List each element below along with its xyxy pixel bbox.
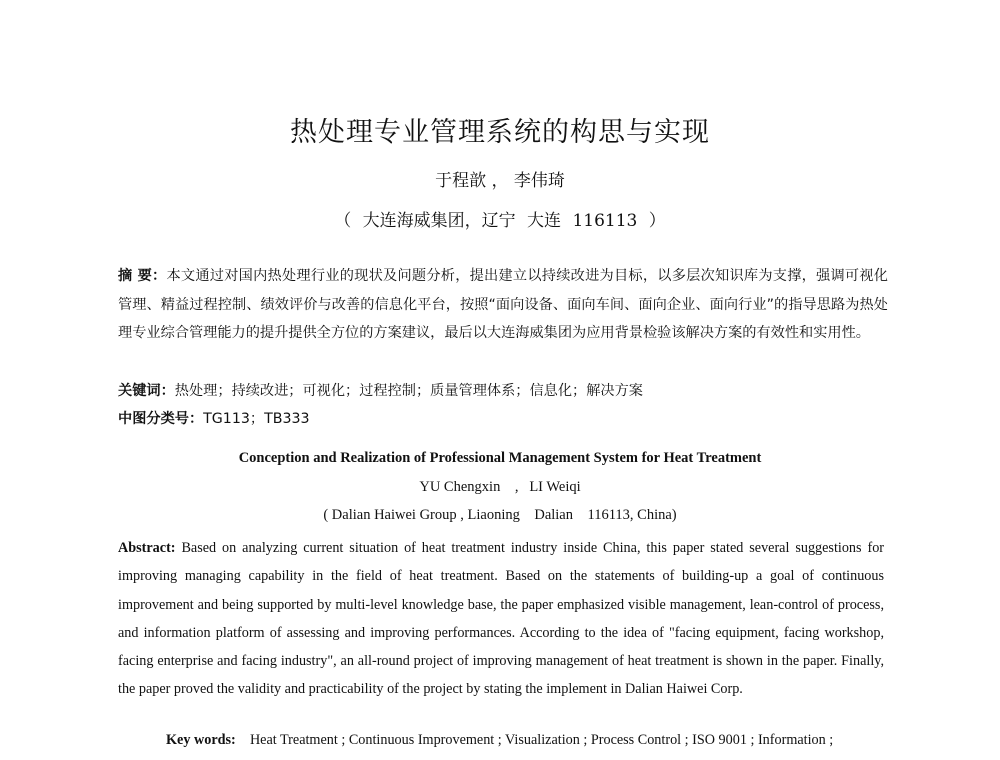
keywords-cn <box>118 377 888 406</box>
keywords-cn-text: 热处理；持续改进；可视化；过程控制；质量管理体系；信息化；解决方案 <box>174 383 643 399</box>
abstract-en <box>118 534 884 704</box>
classification-label: 中图分类号： <box>118 411 204 427</box>
abstract-en-text: Based on analyzing current situation of heat treatment industry inside China, this paper stated several suggestions for improving managing capability in the field of heat treatment. Based on the statements of building-up a goal of continuous improvement and being supported by multi-level knowledge base, the paper emphasized visible management, lean-control of process, and information platform of assessing and improving performances. According to the idea of "facing equipment, facing workshop, facing enterprise and facing industry", an all-round project of improving management of heat treatment is shown in the paper. Finally, the paper proved the validity and practicability of the project by stating the implement in Dalian Haiwei Corp. <box>118 540 885 698</box>
authors-cn: 于程歆 ， 李伟琦 <box>435 171 565 191</box>
keywords-en-text: Heat Treatment ; Continuous Improvement ; Visualization ; Process Control ; ISO 9001 ; Information ; <box>249 732 834 748</box>
authors-en: YU Chengxin , LI Weiqi <box>419 479 581 495</box>
classification-text: TG113；TB333 <box>203 411 310 427</box>
classification-cn <box>118 405 888 434</box>
keywords-en <box>166 732 906 749</box>
affiliation-cn: （ 大连海威集团，辽宁 大连 116113 ） <box>334 211 666 231</box>
affiliation-en: ( Dalian Haiwei Group , Liaoning Dalian 116113, China) <box>323 507 677 523</box>
paper-title-cn: 热处理专业管理系统的构思与实现 <box>290 117 710 148</box>
abstract-cn-label: 摘 要： <box>118 268 167 284</box>
keywords-en-label: Key words: <box>166 732 236 748</box>
paper-title-en: Conception and Realization of Professional Management System for Heat Treatment <box>238 450 762 466</box>
abstract-en-label: Abstract: <box>118 540 176 556</box>
abstract-cn-text: 本文通过对国内热处理行业的现状及问题分析，提出建立以持续改进为目标，以多层次知识库为支撑，强调可视化管理、精益过程控制、绩效评价与改善的信息化平台，按照“面向设备、面向车间、面向企业、面向行业”的指导思路为热处理专业综合管理能力的提升提供全方位的方案建议，最后以大连海威集团为应用背景检验该解决方案的有效性和实用性。 <box>118 268 888 341</box>
abstract-cn <box>118 262 888 348</box>
keywords-cn-label: 关键词： <box>118 383 175 399</box>
